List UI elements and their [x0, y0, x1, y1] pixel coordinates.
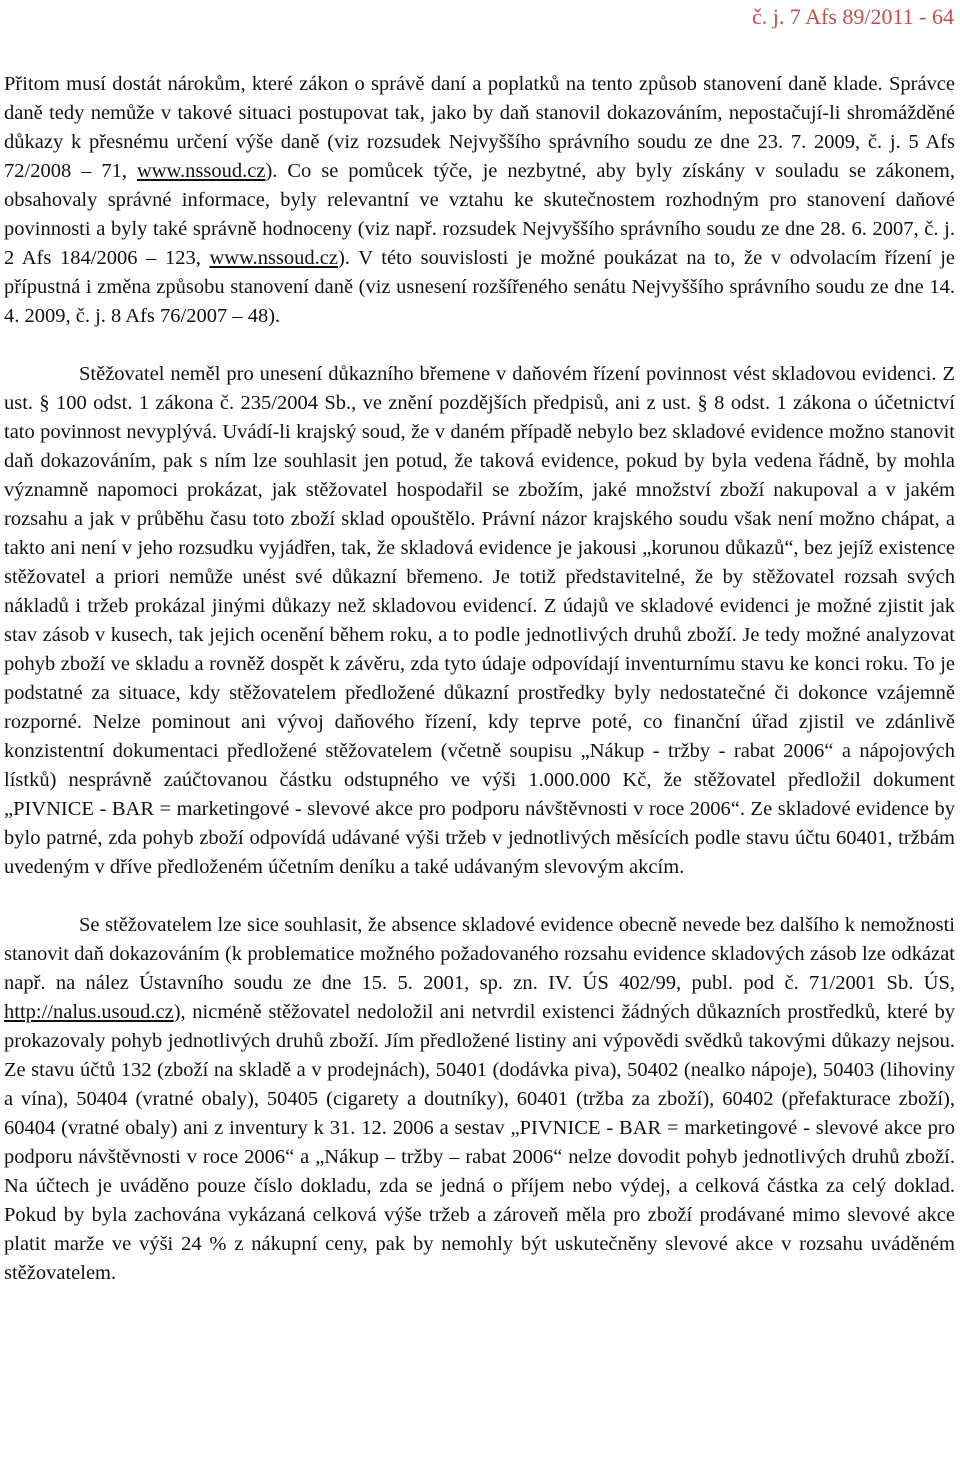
paragraph-3: [4, 911, 955, 1288]
paragraph-gap: [4, 331, 955, 360]
document-body: [4, 70, 955, 1288]
paragraph-3-text-2: ), nicméně stěžovatel nedoložil ani netvrdil existenci žádných důkazních prostředků, které by prokazovaly pohyb jednotlivých druhů zboží. Jím předložené listiny ani výpovědi svědků takovými důkazy nejsou. Ze stavu účtů 132 (zboží na skladě a v prodejnách), 50401 (dodávka piva), 50402 (nealko nápoje), 50403 (lihoviny a vína), 50404 (vratné obaly), 50405 (cigarety a doutníky), 60401 (tržba za zboží), 60402 (přefakturace zboží), 60404 (vratné obaly) ani z inventury k 31. 12. 2006 a sestav „PIVNICE - BAR = marketingové - slevové akce pro podporu návštěvnosti v roce 2006“ a „Nákup – tržby – rabat 2006“ nelze dovodit pohyb jednotlivých druhů zboží. Na účtech je uváděno pouze číslo dokladu, zda se jedná o příjem nebo výdej, a celková částka za celý doklad. Pokud by byla zachována vykázaná celková výše tržeb a zároveň měla pro zboží prodávané mimo slevové akce platit marže ve výši 24 % z nákupní ceny, pak by nemohly být uskutečněny slevové akce v rozsahu uváděném stěžovatelem.: [4, 1001, 955, 1284]
paragraph-1-text-1: Přitom musí dostát nárokům, které zákon o správě daní a poplatků na tento způsob stanovení daně klade. Správce daně tedy nemůže v takové situaci postupovat tak, jako by daň stanovil dokazováním, nepostačují-li shromážděné důkazy k přesnému určení výše daně (viz rozsudek Nejvyššího správního soudu ze dne 23. 7. 2009, č. j. 5 Afs 72/2008 – 71,: [4, 73, 955, 182]
paragraph-3-text-1: Se stěžovatelem lze sice souhlasit, že absence skladové evidence obecně nevede bez dalšího k nemožnosti stanovit daň dokazováním (k problematice možného požadovaného rozsahu evidence skladových zásob lze odkázat např. na nález Ústavního soudu ze dne 15. 5. 2001, sp. zn. IV. ÚS 402/99, publ. pod č. 71/2001 Sb. ÚS,: [4, 914, 955, 994]
paragraph-1-text-3: ). V této souvislosti je možné poukázat na to, že v odvolacím řízení je přípustná i změna způsobu stanovení daně (viz usnesení rozšířeného senátu Nejvyššího správního soudu ze dne 14. 4. 2009, č. j. 8 Afs 76/2007 – 48).: [4, 247, 955, 327]
paragraph-gap: [4, 882, 955, 911]
paragraph-1: [4, 70, 955, 331]
case-number-header: č. j. 7 Afs 89/2011 - 64: [751, 4, 954, 29]
nssoud-link-1[interactable]: www.nssoud.cz: [136, 160, 266, 182]
nssoud-link-2[interactable]: www.nssoud.cz: [209, 247, 338, 269]
paragraph-1-text-2: ). Co se pomůcek týče, je nezbytné, aby byly získány v souladu se zákonem, obsahovaly správné informace, byly relevantní ve vztahu ke skutečnostem rozhodným pro stanovení daňové povinnosti a byly také správně hodnoceny (viz např. rozsudek Nejvyššího správního soudu ze dne 28. 6. 2007, č. j. 2 Afs 184/2006 – 123,: [4, 160, 955, 269]
nalus-link[interactable]: http://nalus.usoud.cz: [4, 1001, 174, 1023]
paragraph-2: Stěžovatel neměl pro unesení důkazního břemene v daňovém řízení povinnost vést skladovou evidenci. Z ust. § 100 odst. 1 zákona č. 235/2004 Sb., ve znění pozdějších předpisů, ani z ust. § 8 odst. 1 zákona o účetnictví tato povinnost nevyplývá. Uvádí-li krajský soud, že v daném případě nebylo bez skladové evidence možno stanovit daň dokazováním, pak s ním lze souhlasit jen potud, že taková evidence, pokud by byla vedena řádně, by mohla významně napomoci prokázat, jak stěžovatel hospodařil se zbožím, jaké množství zboží nakupoval a v jakém rozsahu a jak v průběhu času toto zboží sklad opouštělo. Právní názor krajského soudu však není možno chápat, a takto ani není v jeho rozsudku vyjádřen, tak, že skladová evidence je jakousi „korunou důkazů“, bez jejíž existence stěžovatel a priori nemůže unést své důkazní břemeno. Je totiž představitelné, že by stěžovatel rozsah svých nákladů i tržeb prokázal jinými důkazy než skladovou evidencí. Z údajů ve skladové evidenci je možné zjistit jak stav zásob v kusech, tak jejich ocenění během roku, a to podle jednotlivých druhů zboží. Je tedy možné analyzovat pohyb zboží ve skladu a rovněž dospět k závěru, zda tyto údaje odpovídají inventurnímu stavu ke konci roku. To je podstatné za situace, kdy stěžovatelem předložené důkazní prostředky byly nedostatečné či dokonce vzájemně rozporné. Nelze pominout ani vývoj daňového řízení, kdy teprve poté, co finanční úřad zjistil ve zdánlivě konzistentní dokumentaci předložené stěžovatelem (včetně soupisu „Nákup - tržby - rabat 2006“ a nápojových lístků) nesprávně zaúčtovanou částku odstupného ve výši 1.000.000 Kč, že stěžovatel předložil dokument „PIVNICE - BAR = marketingové - slevové akce pro podporu návštěvnosti v roce 2006“. Ze skladové evidence by bylo patrné, zda pohyb zboží odpovídá udávané výši tržeb v jednotlivých měsících podle stavu účtu 60401, tržbám uvedeným v dříve předloženém účetním deníku a také udávaným slevovým akcím.: [4, 363, 955, 878]
